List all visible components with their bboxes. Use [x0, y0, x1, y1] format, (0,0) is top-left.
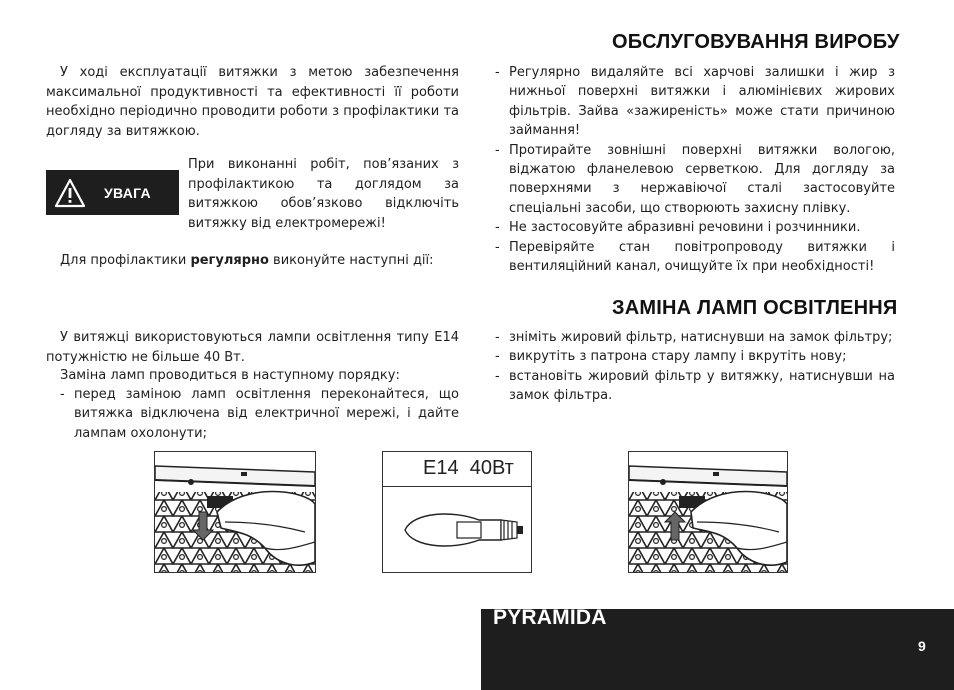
filter-removal-illustration	[154, 451, 316, 573]
list-item: - встановіть жировий фільтр у витяжку, натиснувши на замок фільтра.	[495, 367, 895, 406]
page-number: 9	[918, 638, 926, 654]
lamps-paragraph-2: Заміна ламп проводиться в наступному порядку:	[60, 368, 400, 383]
bulb-icon	[383, 486, 531, 572]
list-item: - викрутіть з патрона стару лампу і вкрутіть нову;	[495, 347, 895, 366]
list-item: - Протирайте зовнішні поверхні витяжки вологою, віджатою фланелевою серветкою. Для догляду за поверхнями з нержавіючої сталі застосовуйте спеціальні засоби, що створюють захисну плівку.	[495, 141, 895, 219]
list-item: - Регулярно видаляйте всі харчові залишки і жир з нижньої поверхні витяжки і алюмінієвих жирових фільтрів. Зайва «зажиреність» може стати причиною займання!	[495, 63, 895, 141]
regular-prefix: Для профілактики	[60, 253, 191, 268]
warning-text: При виконанні робіт, пов’язаних з профілактикою та доглядом за витяжкою обов’язково відключіть витяжку від електромережі!	[188, 157, 459, 231]
bulb-label-bar	[383, 452, 531, 487]
footer-block	[481, 606, 954, 690]
list-item: - Перевіряйте стан повітропроводу витяжки і вентиляційний канал, очищуйте їх при необхідності!	[495, 238, 895, 277]
list-item: - перед заміною ламп освітлення переконайтеся, що витяжка відключена від електричної мережі, і дайте лампам охолонути;	[60, 385, 459, 443]
filter-installation-illustration	[628, 451, 788, 573]
warning-triangle-icon	[54, 178, 86, 208]
maintenance-heading: ОБСЛУГОВУВАННЯ ВИРОБУ	[612, 31, 900, 53]
lamps-heading: ЗАМІНА ЛАМП ОСВІТЛЕННЯ	[612, 297, 898, 319]
list-item: - зніміть жировий фільтр, натиснувши на замок фільтру;	[495, 328, 895, 347]
maintenance-intro: У ході експлуатації витяжки з метою забезпечення максимальної продуктивності та ефективності її роботи необхідно періодично проводити роботи з профілактики та догляду за витяжкою.	[46, 65, 459, 139]
bulb-type-label: E14 40Вт	[423, 457, 514, 479]
lamps-paragraph-1: У витяжці використовуються лампи освітлення типу Е14 потужністю не більше 40 Вт.	[46, 330, 459, 365]
regular-suffix: виконуйте наступні дії:	[268, 253, 434, 268]
regular-bold: регулярно	[190, 253, 269, 268]
warning-badge	[46, 170, 179, 215]
warning-label: УВАГА	[104, 184, 151, 201]
lamps-steps-right	[495, 328, 895, 406]
regular-maintenance-line	[60, 251, 460, 271]
brand-logo: PYRAMIDA	[493, 606, 607, 629]
bulb-illustration	[382, 451, 532, 573]
maintenance-tips-list	[495, 63, 895, 276]
list-item: - Не застосовуйте абразивні речовини і розчинники.	[495, 218, 895, 237]
lamps-steps-left	[60, 385, 459, 443]
